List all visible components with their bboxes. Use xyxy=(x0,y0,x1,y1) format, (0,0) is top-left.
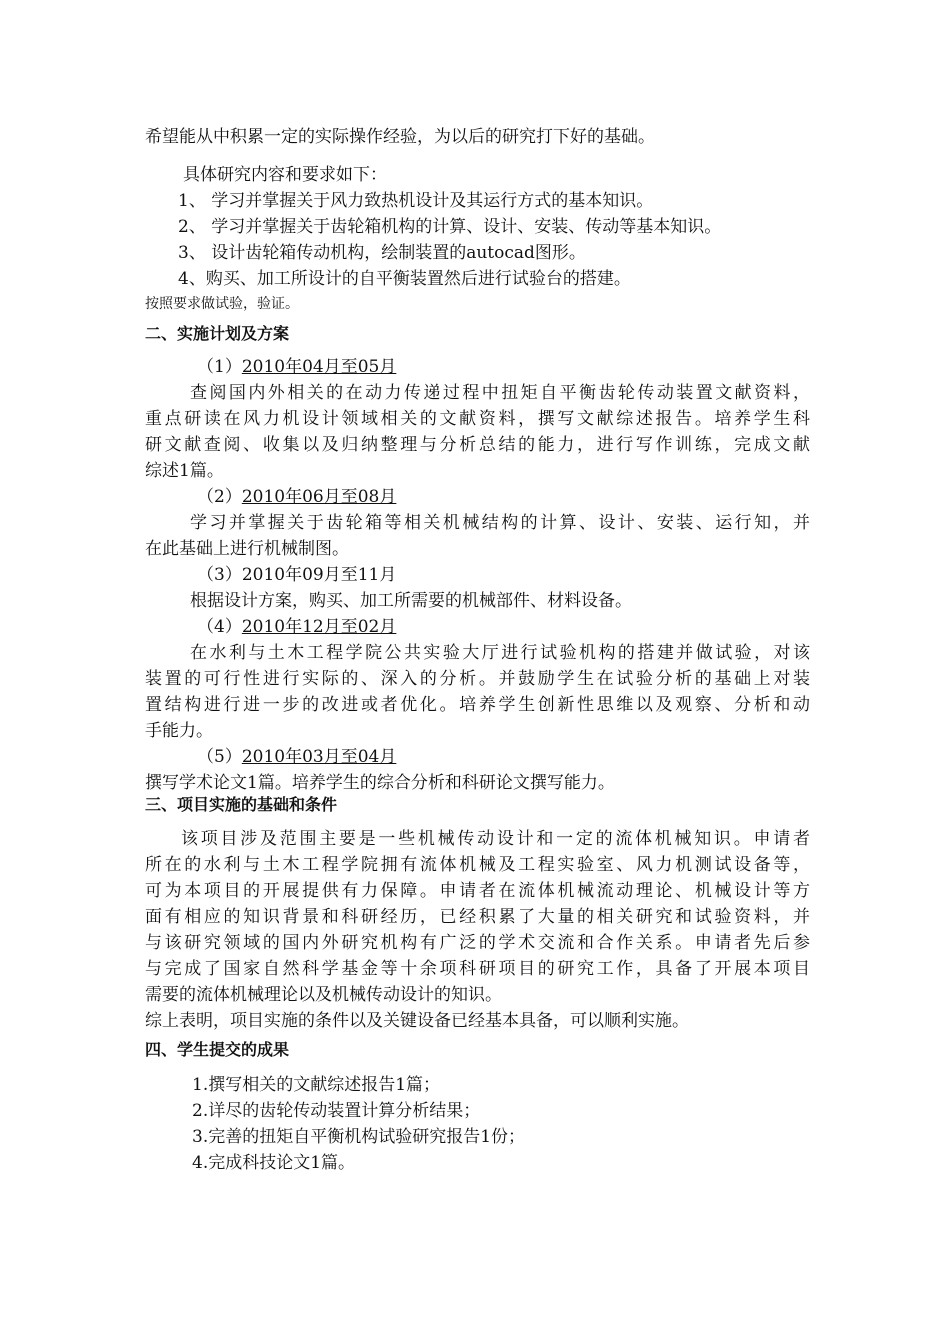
phase-header xyxy=(145,562,810,588)
list-item: 4.完成科技论文1篇。 xyxy=(192,1153,356,1173)
list-item: 3.完善的扭矩自平衡机构试验研究报告1份； xyxy=(192,1127,526,1147)
phase-text: 装置的可行性进行实际的、深入的分析。并鼓励学生在试验分析的基础上对装 xyxy=(145,669,810,689)
list-item: 1.撰写相关的文献综述报告1篇； xyxy=(192,1075,441,1095)
content-item: 2、 学习并掌握关于齿轮箱机构的计算、设计、安装、传动等基本知识。 xyxy=(178,217,722,237)
phase-text: 在此基础上进行机械制图。 xyxy=(145,539,349,559)
phase-text: 置结构进行进一步的改进或者优化。培养学生创新性思维以及观察、分析和动 xyxy=(145,695,810,715)
phase-text: 撰写学术论文1篇。培养学生的综合分析和科研论文撰写能力。 xyxy=(145,773,615,793)
phase-period: 2010年12月至02月 xyxy=(241,617,397,637)
section-heading: 四、学生提交的成果 xyxy=(145,1040,290,1059)
research-content xyxy=(145,162,810,316)
content-note: 按照要求做试验，验证。 xyxy=(145,296,299,312)
paragraph-line: 需要的流体机械理论以及机械传动设计的知识。 xyxy=(145,985,502,1005)
paragraph-line: 面有相应的知识背景和科研经历，已经积累了大量的相关研究和试验资料，并 xyxy=(145,907,810,927)
phase-period: 2010年06月至08月 xyxy=(241,487,397,507)
paragraph-line: 与该研究领域的国内外研究机构有广泛的学术交流和合作关系。申请者先后参 xyxy=(145,933,810,953)
phase-text: 在水利与土木工程学院公共实验大厅进行试验机构的搭建并做试验，对该 xyxy=(190,643,810,663)
phase-text: 根据设计方案，购买、加工所需要的机械部件、材料设备。 xyxy=(190,591,632,611)
phase-header xyxy=(145,744,810,770)
content-item: 1、 学习并掌握关于风力致热机设计及其运行方式的基本知识。 xyxy=(178,191,654,211)
phase-number: （5） xyxy=(197,747,242,767)
phase-number: （2） xyxy=(197,487,242,507)
phase-period: 2010年03月至04月 xyxy=(241,747,397,767)
content-item: 4、购买、加工所设计的自平衡装置然后进行试验台的搭建。 xyxy=(178,269,631,289)
phase-text: 重点研读在风力机设计领域相关的文献资料，撰写文献综述报告。培养学生科 xyxy=(145,409,810,429)
content-item: 3、 设计齿轮箱传动机构，绘制装置的autocad图形。 xyxy=(178,243,586,263)
deliverables-list xyxy=(145,1072,810,1176)
paragraph-line: 该项目涉及范围主要是一些机械传动设计和一定的流体机械知识。申请者 xyxy=(181,829,810,849)
section-heading: 三、项目实施的基础和条件 xyxy=(145,795,338,814)
phase-header xyxy=(145,354,810,380)
phase-number: （1） xyxy=(197,357,242,377)
intro-line: 希望能从中积累一定的实际操作经验，为以后的研究打下好的基础。 xyxy=(145,127,655,147)
phase-text: 综述1篇。 xyxy=(145,461,224,481)
phase-number: （3） xyxy=(197,565,242,585)
paragraph-line: 可为本项目的开展提供有力保障。申请者在流体机械流动理论、机械设计等方 xyxy=(145,881,810,901)
section-heading: 二、实施计划及方案 xyxy=(145,324,290,343)
list-item: 2.详尽的齿轮传动装置计算分析结果； xyxy=(192,1101,481,1121)
phase-header xyxy=(145,484,810,510)
phase-text: 查阅国内外相关的在动力传递过程中扭矩自平衡齿轮传动装置文献资料， xyxy=(190,383,810,403)
phase-period: 2010年09月至11月 xyxy=(241,565,397,585)
plan-phases xyxy=(145,354,810,796)
content-intro: 具体研究内容和要求如下： xyxy=(183,165,387,185)
section3-body xyxy=(145,826,810,1034)
phase-header xyxy=(145,614,810,640)
phase-number: （4） xyxy=(197,617,242,637)
paragraph-line: 所在的水利与土木工程学院拥有流体机械及工程实验室、风力机测试设备等， xyxy=(145,855,810,875)
paragraph-line: 与完成了国家自然科学基金等十余项科研项目的研究工作，具备了开展本项目 xyxy=(145,959,810,979)
phase-text: 研文献查阅、收集以及归纳整理与分析总结的能力，进行写作训练，完成文献 xyxy=(145,435,810,455)
phase-period: 2010年04月至05月 xyxy=(241,357,397,377)
phase-text: 手能力。 xyxy=(145,721,213,741)
phase-text: 学习并掌握关于齿轮箱等相关机械结构的计算、设计、安装、运行知，并 xyxy=(190,513,810,533)
summary-line: 综上表明，项目实施的条件以及关键设备已经基本具备，可以顺利实施。 xyxy=(145,1011,689,1031)
